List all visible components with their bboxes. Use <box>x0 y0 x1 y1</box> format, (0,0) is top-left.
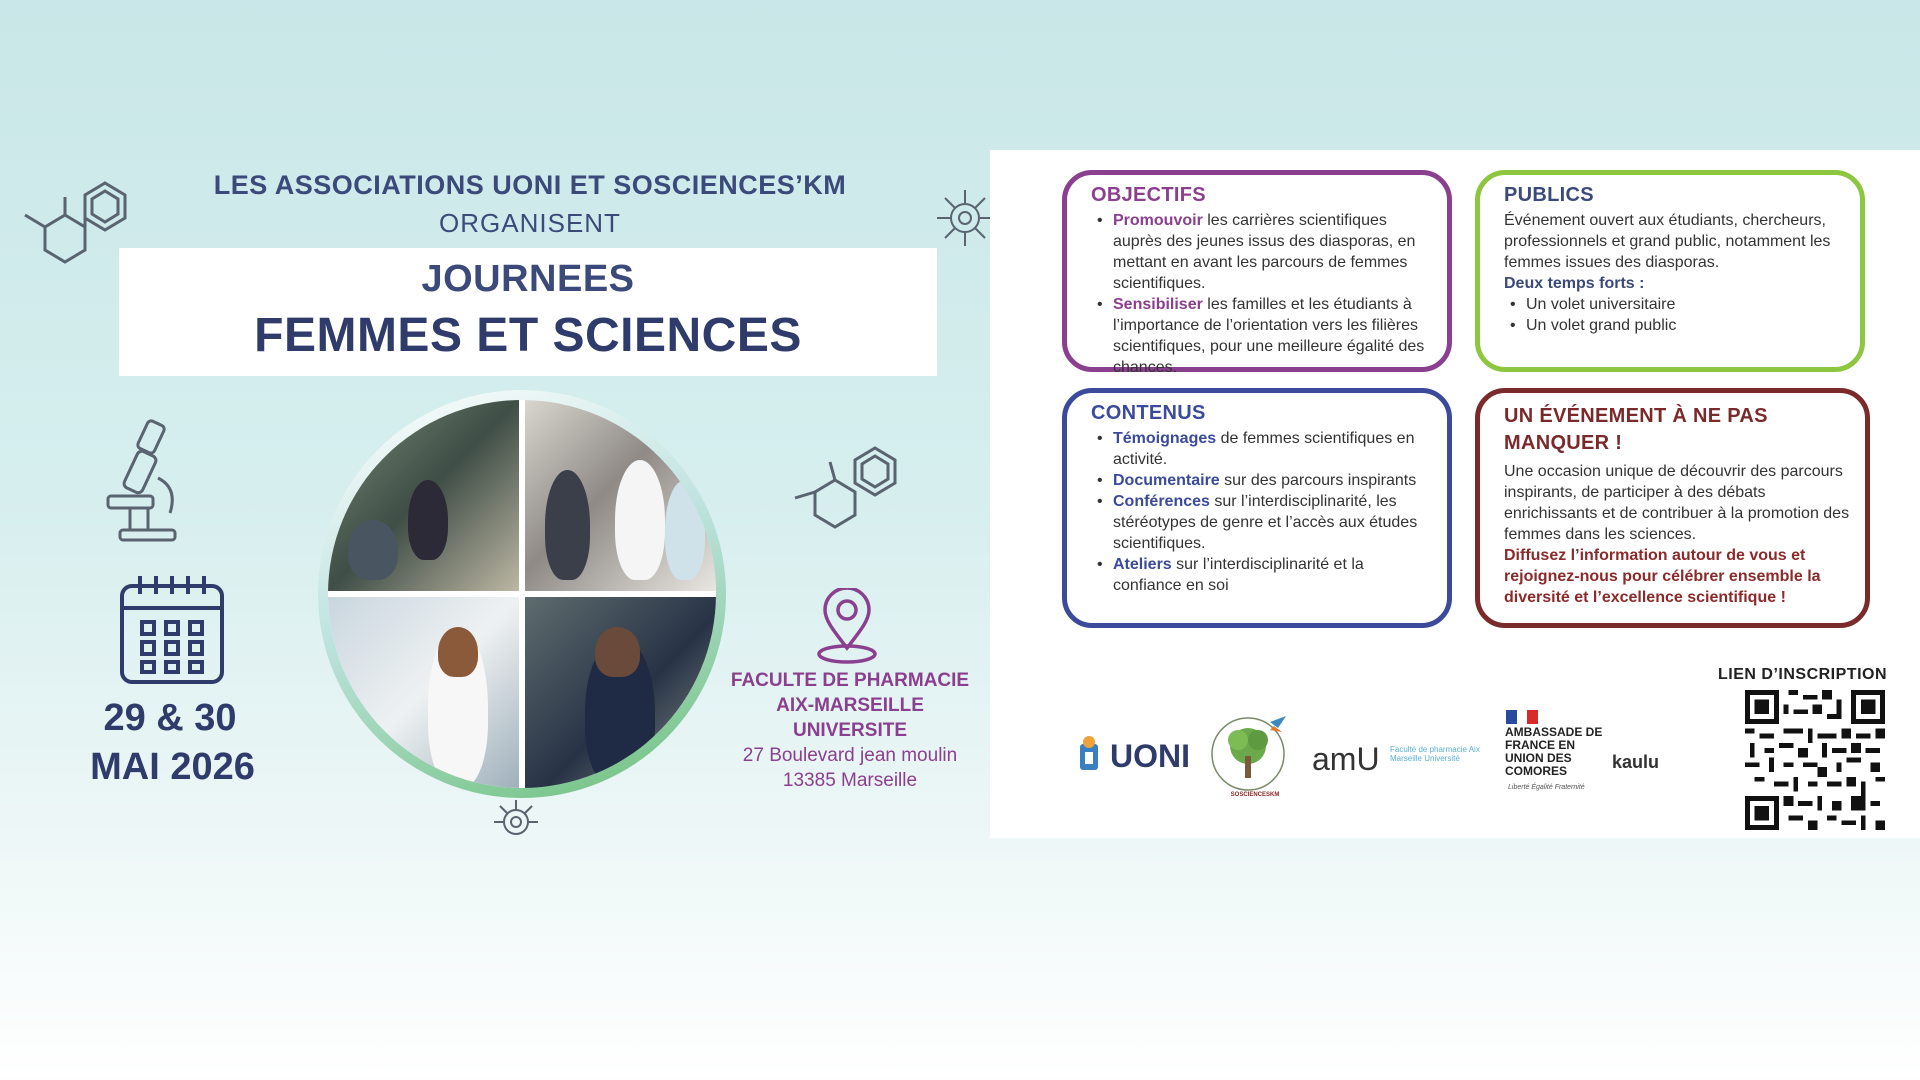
photo-scientists <box>525 400 716 591</box>
uoni-logo-icon <box>1072 734 1106 774</box>
sosciences-logo-icon <box>1208 712 1294 794</box>
contents-title: CONTENUS <box>1091 402 1206 424</box>
publics-card <box>1475 170 1865 372</box>
event-cta: Diffusez l’information autour de vous et rejoignez-nous pour célébrer ensemble la diversité et l’excellence scientifique ! <box>1504 547 1821 606</box>
event-title: UN ÉVÉNEMENT À NE PAS MANQUER ! <box>1504 405 1768 454</box>
organizers-line: LES ASSOCIATIONS UONI ET SOSCIENCES’KM <box>213 170 847 200</box>
microscope-icon <box>100 418 190 543</box>
list-item: • Sensibiliser les familles et les étudiants à l’importance de l’orientation vers les filières scientifiques, pour une meilleure égalité des chances. <box>1091 294 1433 378</box>
objectives-card <box>1062 170 1452 376</box>
photo-classroom <box>328 400 519 591</box>
location-address: 27 Boulevard jean moulin 13385 Marseille <box>742 745 958 791</box>
list-item: • Conférences sur l’interdisciplinarité, les stéréotypes de genre et l’accès aux études scientifiques. <box>1091 491 1433 554</box>
french-flag-icon <box>1506 710 1538 724</box>
list-item: • Un volet grand public <box>1504 315 1846 336</box>
objectives-title: OBJECTIFS <box>1091 184 1206 206</box>
embassy-logo: AMBASSADE DE FRANCE EN UNION DES COMORES <box>1505 725 1603 778</box>
kaulu-logo: kaulu <box>1612 752 1660 772</box>
molecule-icon <box>20 175 140 280</box>
list-item: • Un volet universitaire <box>1504 294 1846 315</box>
title-line-1: JOURNEES <box>421 258 635 300</box>
event-card <box>1475 388 1870 628</box>
event-date-month: MAI 2026 <box>90 746 255 788</box>
qr-code-icon[interactable] <box>1745 690 1885 830</box>
publics-title: PUBLICS <box>1504 184 1594 206</box>
uoni-logo: UONI <box>1110 738 1190 774</box>
photo-engineer <box>525 597 716 788</box>
event-body: Une occasion unique de découvrir des parcours inspirants, de participer à des débats enrichissants et de contribuer à la promotion des femmes dans les sciences. <box>1504 463 1850 543</box>
organize-verb: ORGANISENT <box>439 208 621 238</box>
list-item: • Ateliers sur l’interdisciplinarité et la confiance en soi <box>1091 554 1433 596</box>
location-pin-icon <box>815 588 879 666</box>
embassy-motto: Liberté Égalité Fraternité <box>1508 784 1585 791</box>
amu-subtitle: Faculté de pharmacie Aix Marseille Université <box>1390 745 1480 763</box>
list-item: • Documentaire sur des parcours inspirants <box>1091 470 1433 491</box>
publics-subtitle: Deux temps forts : <box>1504 275 1645 292</box>
calendar-icon <box>118 574 226 686</box>
title-line-2: FEMMES ET SCIENCES <box>254 309 802 362</box>
location-name: FACULTE DE PHARMACIE AIX-MARSEILLE UNIVERSITE <box>730 670 970 741</box>
list-item: • Témoignages de femmes scientifiques en activité. <box>1091 428 1433 470</box>
virus-icon <box>935 188 995 248</box>
amu-logo: amU <box>1312 741 1380 777</box>
contents-card <box>1062 388 1452 628</box>
sosciences-logo: SOSCIENCESKM <box>1230 792 1280 798</box>
event-date-days: 29 & 30 <box>103 697 237 739</box>
registration-label: LIEN D’INSCRIPTION <box>1718 666 1888 683</box>
photo-lab-computer <box>328 597 519 788</box>
publics-intro: Événement ouvert aux étudiants, chercheurs, professionnels et grand public, notamment les femmes issues des diasporas. <box>1504 212 1831 271</box>
list-item: • Promouvoir les carrières scientifiques auprès des jeunes issus des diasporas, en mettant en avant les parcours de femmes scientifiques. <box>1091 210 1433 294</box>
molecule-icon-2 <box>790 440 910 545</box>
virus-icon-2 <box>488 798 544 838</box>
photo-collage <box>318 390 726 798</box>
